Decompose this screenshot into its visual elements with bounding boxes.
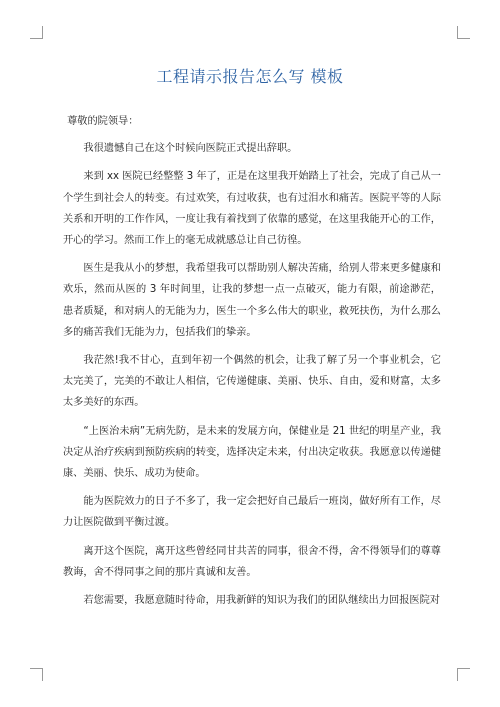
crop-mark-bottom-right [457,668,470,681]
document-body [63,111,441,618]
crop-mark-top-right [457,26,470,39]
paragraph: 医生是我从小的梦想，我希望我可以帮助别人解决苦痛，给别人带来更多健康和欢乐，然而从医的 3 年时间里，让我的梦想一点一点破灭，能力有限，前途渺茫，患者质疑，和对病人的无能为力，医生一个多么伟大的职业，救死扶伤，为什么那么多的痛苦我们无能为力，包括我们的挚亲。 [63,263,441,338]
paragraph: 能为医院效力的日子不多了，我一定会把好自己最后一班岗，做好所有工作，尽力让医院做到平衡过渡。 [63,496,441,529]
crop-mark-top-left [30,26,43,39]
paragraph: 来到 xx 医院已经整整 3 年了，正是在这里我开始踏上了社会，完成了自己从一个学生到社会人的转变。有过欢笑，有过收获，也有过泪水和痛苦。医院平等的人际关系和开明的工作作风，一度让我有着找到了依靠的感觉，在这里我能开心的工作，开心的学习。然而工作上的毫无成就感总让自己彷徨。 [63,171,441,247]
paragraph: 我茫然!我不甘心，直到年初一个偶然的机会，让我了解了另一个事业机会，它太完美了，完美的不敢让人相信，它传递健康、美丽、快乐、自由，爱和财富，太多太多美好的东西。 [63,355,441,409]
paragraph: 若您需要，我愿意随时待命，用我新鲜的知识为我们的团队继续出力回报医院对 [83,595,440,607]
paragraph: “上医治未病”无病先防，是未来的发展方向，保健业是 21 世纪的明星产业，我决定从治疗疾病到预防疾病的转变，选择决定未来，付出决定收获。我愿意以传递健康、美丽、快乐、成功为使命。 [63,425,441,480]
salutation: 尊敬的院领导： [67,116,139,127]
paragraph: 我很遗憾自己在这个时候向医院正式提出辞职。 [83,143,298,155]
paragraph: 离开这个医院，离开这些曾经同甘共苦的同事，很舍不得，舍不得领导们的尊尊教诲，舍不得同事之间的那片真诚和友善。 [63,545,441,578]
crop-mark-bottom-left [30,668,43,681]
page-title: 工程请示报告怎么写 模板 [156,67,344,86]
